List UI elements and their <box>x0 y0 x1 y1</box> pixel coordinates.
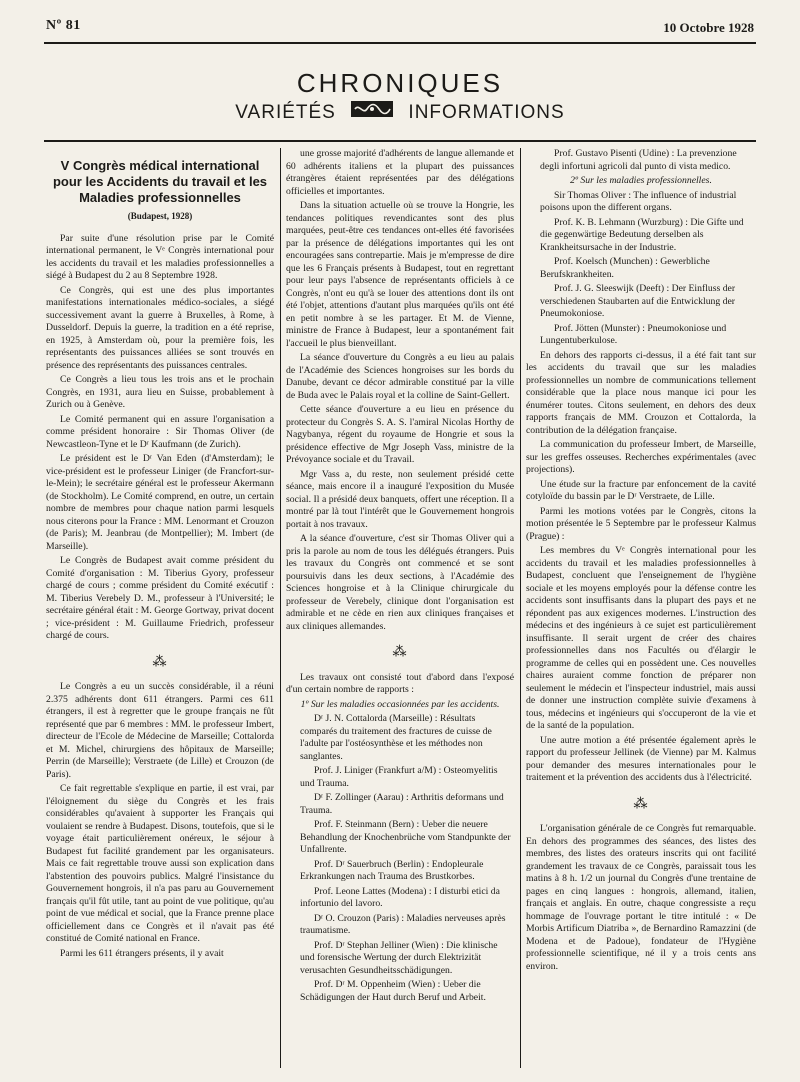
paragraph: L'organisation générale de ce Congrès fut remarquable. En dehors des programmes des séances, des listes des membres, des listes des orateurs inscrits qui ont facilité grandement les travaux de ce Congrès, paraissait tous les matins à 8 h. 1/2 un journal du Congrès d'une trentaine de pages en cinq langues : hongrois, allemand, italien, français et anglais. En outre, chaque congressiste a reçu hommage de l'ouvrage portant le titre intitulé : « De Morbis Artificum Diatriba », de Bernardino Ramazzini (de Modena et de Padoue), fondateur de l'Hygiène professionnelle scientifique, né il y a trois cents ans environ. <box>526 823 756 972</box>
column-divider <box>520 148 521 1068</box>
masthead-informations: INFORMATIONS <box>408 101 565 123</box>
section-heading-accidents: 1º Sur les maladies occasionnées par les accidents. <box>300 698 500 710</box>
paragraph: Le Congrès a eu un succès considérable, il a réuni 2.375 adhérents dont 611 étrangers. Parmi ces 611 étrangers, il est à regretter que le groupe français ne fût représenté que par 6 membres : MM. le professeur Imbert, directeur de l'Ecole de Médecine de Marseille; Cottalorda et M. Michel, chirurgiens des hôpitaux de Marseille; Perrin (de Marseille); Verstraete (de Lille) et Crouzon (de Paris). <box>46 681 274 780</box>
report-entry: Prof. Dʳ Stephan Jelliner (Wien) : Die klinische und forensische Wertung der durch Elektrizität verusachten Gesundheitsschädigungen. <box>300 939 498 976</box>
column-3 <box>526 148 756 1068</box>
reports-list-professional <box>526 190 756 348</box>
article-title: V Congrès médical international pour les Accidents du travail et les Maladies professionnelles <box>52 158 268 205</box>
masthead-chroniques: CHRONIQUES <box>296 68 504 98</box>
paragraph: Ce fait regrettable s'explique en partie, il est vrai, par l'éloignement du siège du Congrès et les frais considérables qu'avaient à supporter les Français qui voulaient se rendre à Budapest. Disons, toutefois, que si le voyage était particulièrement onéreux, le séjour à Budapest fut facilité grandement par les organisateurs. Mais ce fait regrettable trouve aussi son explication dans l'abstention des pouvoirs publics. Malgré l'insistance du Gouvernement hongrois, il n'a pas paru au Gouvernement français qu'il fût utile, tant au point de vue politique, qu'au point de vue médical et social, que la France prenne place officiellement dans ce Congrès et il n'avait pas été constitué de Comité national en France. <box>46 783 274 944</box>
report-entry: Dʳ O. Crouzon (Paris) : Maladies nerveuses après traumatisme. <box>300 912 506 936</box>
column-divider <box>280 148 281 1068</box>
report-entry: Prof. Jötten (Munster) : Pneumokoniose und Lungentuberkulose. <box>540 322 727 346</box>
paragraph: La séance d'ouverture du Congrès a eu lieu au palais de l'Académie des Sciences hongroises sur les bords du Danube, devant ce décor admirable constitué par la ville de Buda avec le Palais royal et la colline de Saint-Gellert. <box>286 352 514 401</box>
paragraph: Une autre motion a été présentée également après le rapport du professeur Jellinek (de Vienne) par M. Kalmus pour demander des mesures internationales pour le traitement et la prévention des accidents dus à l'électricité. <box>526 734 756 783</box>
paragraph: une grosse majorité d'adhérents de langue allemande et 60 adhérents italiens et la plupart des puissances étrangères étaient représentées par des délégations officielles et importantes. <box>286 148 514 197</box>
report-entry: Dʳ F. Zollinger (Aarau) : Arthritis deformans und Trauma. <box>300 792 504 816</box>
article-subtitle: (Budapest, 1928) <box>127 211 193 221</box>
column-3b-paragraphs <box>526 823 756 973</box>
paragraph: Le Congrès de Budapest avait comme président du Comité d'organisation : M. Tiberius Gyory, professeur chargé de cours ; comme président du Comité exécutif : M. Tiberius Verebely D. M., professeur à l'Université; le secrétaire général était : M. George Gortway, privat docent ; vice-président : M. Guillaume Friedrich, professeur chargé de cours. <box>46 555 274 641</box>
paragraph: Parmi les motions votées par le Congrès, citons la motion présentée le 5 Septembre par le professeur Kalmus (Prague) : <box>526 505 756 542</box>
column-3-paragraphs <box>526 350 756 785</box>
paragraph: Dans la situation actuelle où se trouve la Hongrie, les tendances politiques revendicantes sont des plus marquées, peut-être ces tendances ont-elles été favorisées par la présence de délégations importantes qui les ont encouragées sans contrepartie. Mais je m'empresse de dire que les 6 Français présents à Budapest, tout en regrettant pour leur pays l'absence de représentants officiels à ce Congrès, n'ont eu qu'à se louer des attentions dont ils ont été l'objet, attentions d'autant plus marquées qu'ils ont été en petit nombre à se les partager. Et M. de Vienne, ministre de France à Budapest, leur a spontanément fait l'accueil le plus bienveillant. <box>286 200 514 349</box>
masthead-varietes: VARIÉTÉS <box>235 101 336 123</box>
section-separator: ⁂ <box>633 796 649 812</box>
paragraph: Par suite d'une résolution prise par le Comité international permanent, le Vᵉ Congrès international pour les accidents du travail et les maladies professionnelles a siégé à Budapest du 2 au 8 Septembre 1928. <box>46 232 274 281</box>
column-1b-paragraphs <box>46 681 274 960</box>
paragraph: Une étude sur la fracture par enfoncement de la cavité cotyloïde du bassin par le Dʳ Verstraete, de Lille. <box>526 478 756 502</box>
paragraph: Le président est le Dʳ Van Eden (d'Amsterdam); le vice-président est le professeur Liniger (de Francfort-sur-le-Mein); le secrétaire général est le professeur Akermann (de Stockholm). Le Comité comprend, en outre, un certain nombre de membres pour chaque nation parmi lesquels nous citerons pour la France : MM. Lenormant et Crouzon (de Paris); M. Jeanbrau (de Montpellier); M. Imbert (de Marseille). <box>46 453 274 552</box>
reports-intro: Les travaux ont consisté tout d'abord dans l'exposé d'un certain nombre de rapports : <box>286 671 514 695</box>
column-2-paragraphs <box>286 148 514 633</box>
paragraph: Parmi les 611 étrangers présents, il y avait <box>60 947 224 959</box>
masthead-subline <box>0 100 800 124</box>
column-2 <box>286 148 514 1068</box>
report-entry: Prof. Leone Lattes (Modena) : I disturbi etici da infortunio del lavoro. <box>300 885 500 909</box>
paragraph: Ce Congrès a lieu tous les trois ans et le prochain Congrès, en 1931, aura lieu en Suisse, probablement à Zurich ou à Genève. <box>46 374 274 410</box>
report-entry: Prof. Koelsch (Munchen) : Gewerbliche Berufskrankheiten. <box>540 256 710 280</box>
report-entry: Prof. J. G. Sleeswijk (Deeft) : Der Einfluss der verschiedenen Staubarten auf die Entwicklung der Pneumokoniose. <box>540 283 736 319</box>
header-rule <box>44 42 756 44</box>
section-separator: ⁂ <box>152 654 168 670</box>
section-separator: ⁂ <box>392 645 408 660</box>
paragraph: En dehors des rapports ci-dessus, il a été fait tant sur les accidents du travail que sur les maladies professionnelles un nombre de communications tellement considérable que la place nous manque ici pour les énumérer toutes. Citons seulement, en dehors des deux rapports français de MM. Crouzon et Cottalorda, la contribution de la délégation française. <box>526 349 756 436</box>
report-entry: Sir Thomas Oliver : The influence of industrial poisons upon the different organs. <box>540 189 737 213</box>
report-entry: Prof. F. Steinmann (Bern) : Ueber die neuere Behandlung der Knochenbrüche vom Standpunkte der Unfallrente. <box>300 819 511 855</box>
report-entry: Prof. Gustavo Pisenti (Udine) : La prevenzione degli infortuni agricoli dal punto di vista medico. <box>540 148 737 172</box>
report-entry: Prof. Dʳ M. Oppenheim (Wien) : Ueber die Schädigungen der Haut durch Beruf und Arbeit. <box>300 979 486 1003</box>
reports-list-accidents-cont <box>526 148 756 173</box>
report-entry: Prof. Dʳ Sauerbruch (Berlin) : Endopleurale Erkrankungen nach Trauma des Brustkorbes. <box>300 858 484 882</box>
paragraph: La communication du professeur Imbert, de Marseille, sur les greffes osseuses. Recherches expérimentales (avec projections). <box>526 439 756 475</box>
paragraph: Le Comité permanent qui en assure l'organisation a comme président honoraire : Sir Thomas Oliver (de Newcastleon-Tyne et le Dʳ Kaufmann (de Zurich). <box>46 413 274 450</box>
report-entry: Prof. J. Liniger (Frankfurt a/M) : Osteomyelitis und Trauma. <box>300 765 498 789</box>
paragraph: Mgr Vass a, du reste, non seulement présidé cette séance, mais encore il a inauguré l'exposition du Musée social. Il a présidé deux banquets, offert une réception. Il a montré par là tout l'intérêt que le Gouvernement hongrois portait à nos travaux. <box>286 468 514 530</box>
issue-number: Nº 81 <box>46 18 81 33</box>
section-heading-professional: 2º Sur les maladies professionnelles. <box>570 175 712 186</box>
paragraph: Les membres du Vᵉ Congrès international pour les accidents du travail et les maladies professionnelles à Budapest, concluent que l'enseignement de l'hygiène sociale et les moyens employés pour la défense contre les accidents sont insuffisants dans la plupart des pays et ne répondent pas aux exigences modernes. L'instruction des médecins et des ingénieurs à ce sujet est particulièrement insuffisante. Il serait urgent de créer des chaires professionnelles dans nos Facultés ou d'élargir le programme de celles qui en possèdent une. Ces nouvelles chaires auraient comme fonction de préparer non seulement le médecin et l'inspecteur industriel, mais aussi de donner une instruction complète suivie d'examens à tous, médecins et ingénieurs qui s'occuperont de la vie et de la santé de la population. <box>526 545 756 731</box>
column-1-paragraphs <box>46 233 274 643</box>
ornament-icon <box>350 100 394 118</box>
masthead-rule <box>44 140 756 142</box>
reports-list-accidents <box>286 713 514 1004</box>
paragraph: Ce Congrès, qui est une des plus importantes manifestations internationales médico-sociales, a siégé successivement avant la guerre à Bruxelles, à Rome, à Dusseldorf. Depuis la guerre, la tradition en a été reprise, en 1925, à Amsterdam où, pour la première fois, les représentants des puissances alliées se sont trouvés en présence des représentants des puissances centrales. <box>46 284 274 371</box>
column-1 <box>46 148 274 1068</box>
report-entry: Prof. K. B. Lehmann (Wurzburg) : Die Gifte und die gegenwärtige Bedeutung derselben als Krankheitsursache in der Industrie. <box>540 216 744 253</box>
report-entry: Dʳ J. N. Cottalorda (Marseille) : Résultats comparés du traitement des fractures de cuisse de l'adulte par l'ostéosynthèse et les méthodes non sanglantes. <box>300 713 492 762</box>
paragraph: A la séance d'ouverture, c'est sir Thomas Oliver qui a pris la parole au nom de tous les délégués étrangers. Puis les travaux du Congrès ont commencé et se sont poursuivis dans les deux sections, à l'Académie des Sciences hongroise et à la Clinique chirurgicale du professeur de Verebely, clinique dont l'organisation est admirable et ne cède en rien aux cliniques françaises et aux cliniques allemandes. <box>286 533 514 632</box>
paragraph: Cette séance d'ouverture a eu lieu en présence du protecteur du Congrès S. A. S. l'amiral Nicolas Horthy de Nagybanya, régent du royaume de Hongrie et sous la présidence effective de Mgr Joseph Vass, ministre de la Prévoyance sociale et du Travail. <box>286 404 514 465</box>
issue-date: 10 Octobre 1928 <box>663 20 754 35</box>
